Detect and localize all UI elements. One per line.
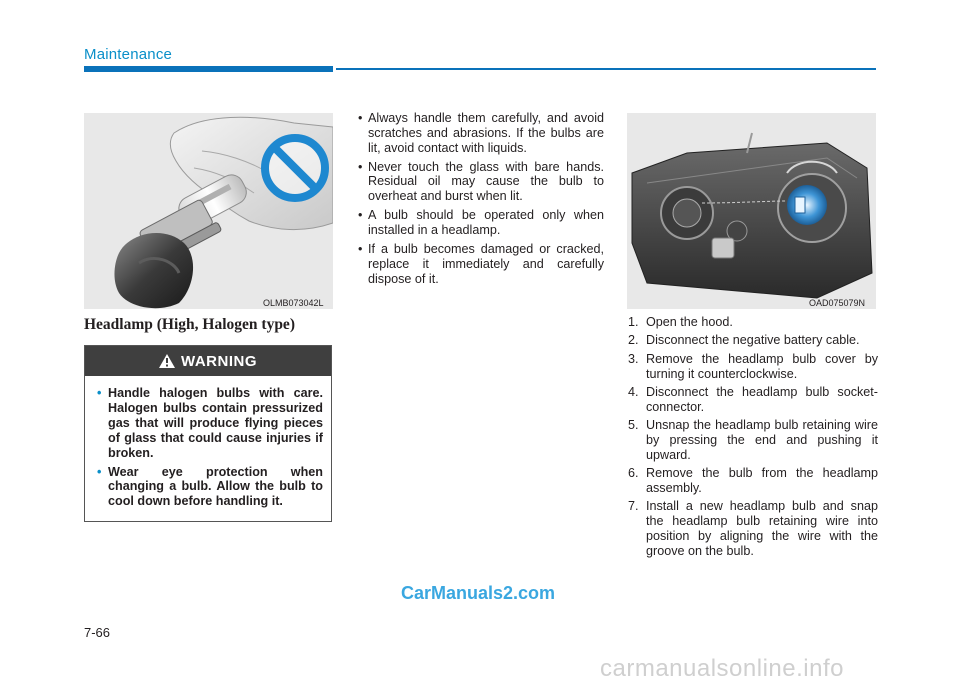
list-item-text: Never touch the glass with bare hands. Residual oil may cause the bulb to overheat and burst when lit.	[368, 159, 604, 204]
figure-code-left: OLMB073042L	[263, 298, 324, 308]
header-rule-light	[336, 68, 876, 70]
warning-triangle-icon	[159, 354, 175, 368]
warning-box	[84, 345, 332, 522]
list-item-text: Always handle them carefully, and avoid scratches and abrasions. If the bulbs are lit, avoid contact with liquids.	[368, 111, 604, 155]
step-item	[628, 352, 878, 382]
step-number: 3.	[628, 351, 639, 366]
step-item	[628, 418, 878, 462]
step-text: Install a new headlamp bulb and snap the headlamp bulb retaining wire into position by aligning the wire with the groove on the bulb.	[646, 499, 878, 558]
step-text: Unsnap the headlamp bulb retaining wire by pressing the end and pushing it upward.	[646, 418, 878, 462]
procedure-steps	[628, 315, 878, 562]
halogen-bulb-illustration	[84, 113, 333, 309]
handling-bullet-list	[356, 111, 604, 291]
prohibited-circle-icon	[265, 138, 325, 198]
step-text: Disconnect the negative battery cable.	[646, 333, 860, 348]
list-item: • A bulb should be operated only when installed in a headlamp.	[358, 208, 604, 237]
step-text: Remove the headlamp bulb cover by turning it counterclockwise.	[646, 351, 878, 381]
step-item	[628, 385, 878, 415]
step-item	[628, 466, 878, 496]
step-number: 7.	[628, 499, 639, 514]
step-text: Open the hood.	[646, 315, 733, 329]
warning-item-text: Wear eye protection when changing a bulb. Allow the bulb to cool down before handling it.	[108, 464, 323, 509]
warning-title: WARNING	[181, 352, 257, 370]
warning-item: • Wear eye protection when changing a bulb. Allow the bulb to cool down before handling it.	[97, 464, 323, 509]
step-number: 2.	[628, 333, 639, 348]
watermark-link[interactable]: CarManuals2.com	[401, 583, 556, 603]
footer-watermark: carmanualsonline.info	[600, 655, 844, 682]
step-item	[628, 499, 878, 558]
section-heading: Headlamp (High, Halogen type)	[84, 316, 295, 333]
list-item-text: If a bulb becomes damaged or cracked, replace it immediately and carefully dispose of it.	[368, 241, 604, 286]
step-number: 6.	[628, 466, 639, 481]
page-number: 7-66	[84, 625, 111, 640]
list-item: • Never touch the glass with bare hands. Residual oil may cause the bulb to overheat and burst when lit.	[358, 159, 604, 204]
headlamp-assembly-illustration	[627, 113, 876, 309]
warning-header	[85, 346, 331, 376]
step-item	[628, 333, 878, 348]
step-text: Disconnect the headlamp bulb socket-connector.	[646, 384, 878, 414]
step-number: 4.	[628, 384, 639, 399]
list-item: • If a bulb becomes damaged or cracked, replace it immediately and carefully dispose of it.	[358, 241, 604, 286]
warning-item-text: Handle halogen bulbs with care. Halogen bulbs contain pressurized gas that will produce flying pieces of glass that could cause injuries if broken.	[108, 386, 323, 460]
list-item: • Always handle them carefully, and avoid scratches and abrasions. If the bulbs are lit, avoid contact with liquids.	[358, 111, 604, 155]
section-title: Maintenance	[84, 46, 173, 63]
step-item	[628, 315, 878, 330]
header-rule-dark	[84, 66, 333, 72]
list-item-text: A bulb should be operated only when installed in a headlamp.	[368, 208, 604, 237]
step-number: 1.	[628, 315, 639, 329]
warning-item: • Handle halogen bulbs with care. Halogen bulbs contain pressurized gas that will produce flying pieces of glass that could cause injuries if broken.	[97, 386, 323, 460]
step-number: 5.	[628, 418, 639, 433]
figure-code-right: OAD075079N	[809, 298, 866, 308]
warning-list	[85, 376, 331, 509]
step-text: Remove the bulb from the headlamp assembly.	[646, 466, 878, 495]
